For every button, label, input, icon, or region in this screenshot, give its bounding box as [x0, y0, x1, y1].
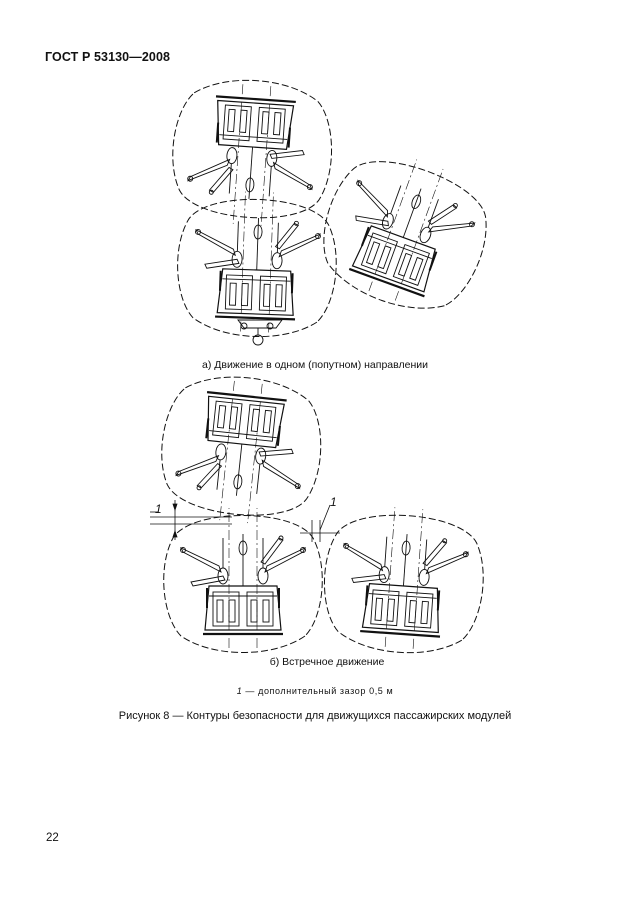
figure-title: Рисунок 8 — Контуры безопасности для движущихся пассажирских модулей	[118, 710, 512, 722]
note-text: — дополнительный зазор 0,5 м	[242, 686, 394, 696]
module-b-bottom-left	[164, 508, 323, 653]
callout-label-right: 1	[330, 495, 337, 509]
tow-hitch	[238, 320, 282, 345]
note-number: 1	[236, 686, 243, 696]
caption-b: б) Встречное движение	[269, 656, 385, 668]
module-b-bottom-right	[320, 503, 488, 658]
caption-a: а) Движение в одном (попутном) направлении	[202, 359, 428, 371]
module-a-bottom	[175, 189, 339, 339]
figure-note	[0, 686, 630, 696]
module-b-top	[155, 370, 328, 530]
page-number: 22	[46, 832, 59, 844]
document-header: ГОСТ Р 53130—2008	[45, 50, 171, 64]
module-a-top	[168, 75, 336, 230]
module-a-right	[306, 137, 504, 327]
callout-label-left: 1	[155, 502, 162, 516]
